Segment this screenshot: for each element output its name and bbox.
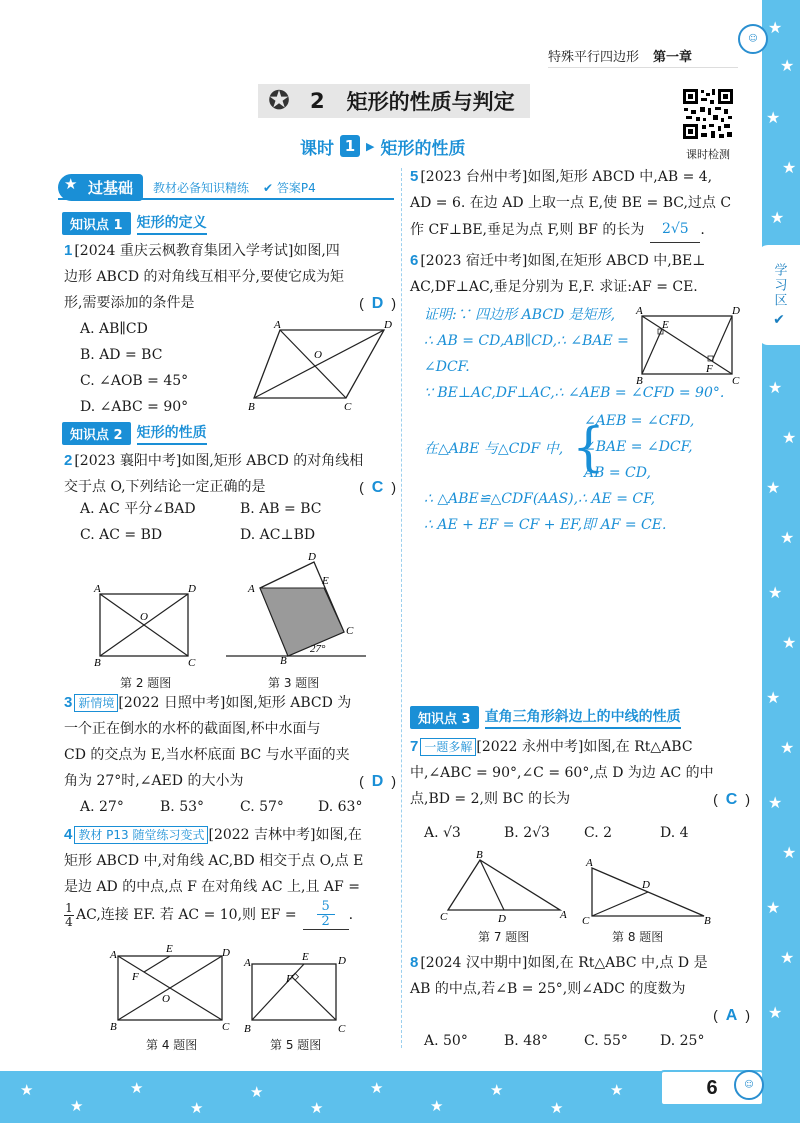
answer-q5: 2√5 bbox=[650, 216, 700, 243]
tag-multi-solution: 一题多解 bbox=[420, 738, 476, 756]
caption-fig5: 第 5 题图 bbox=[270, 1038, 322, 1052]
svg-text:A: A bbox=[274, 319, 281, 331]
chapter-name: 特殊平行四边形 bbox=[548, 50, 640, 65]
svg-text:F: F bbox=[132, 971, 139, 983]
q1-option-c: C. ∠AOB = 45° bbox=[80, 373, 189, 389]
q8-option-d: D. 25° bbox=[660, 1033, 705, 1049]
section-subtitle: 教材必备知识精练 bbox=[153, 180, 250, 195]
caption-fig2: 第 2 题图 bbox=[120, 676, 172, 690]
svg-text:D: D bbox=[642, 879, 650, 891]
q8-option-b: B. 48° bbox=[504, 1033, 549, 1049]
svg-text:O: O bbox=[140, 611, 148, 623]
svg-text:C: C bbox=[222, 1021, 230, 1033]
lesson-title: 课时 1 ▶ 矩形的性质 bbox=[300, 133, 465, 159]
q3-option-b: B. 53° bbox=[160, 799, 205, 815]
figure-q3-tilted-cup bbox=[226, 548, 366, 664]
svg-text:D: D bbox=[498, 913, 506, 924]
tag-new-context: 新情境 bbox=[74, 694, 118, 712]
q2-option-a: A. AC 平分∠BAD bbox=[80, 501, 196, 517]
svg-text:C: C bbox=[346, 625, 354, 637]
page-number: 6 bbox=[660, 1070, 764, 1106]
svg-text:D: D bbox=[188, 583, 196, 595]
figure-q1-parallelogram bbox=[240, 318, 396, 414]
side-tab-study-area[interactable]: 学习区 ✔ bbox=[758, 245, 800, 345]
caption-fig8: 第 8 题图 bbox=[612, 930, 664, 944]
answer-q7: ( C ) bbox=[713, 791, 750, 808]
svg-text:O: O bbox=[162, 993, 170, 1005]
svg-text:D: D bbox=[308, 551, 316, 563]
mascot-icon: ☺ bbox=[734, 1070, 764, 1100]
caption-fig7: 第 7 题图 bbox=[478, 930, 530, 944]
svg-text:E: E bbox=[662, 319, 669, 331]
caption-fig4: 第 4 题图 bbox=[146, 1038, 198, 1052]
qr-code[interactable] bbox=[682, 88, 734, 140]
svg-text:B: B bbox=[636, 375, 643, 386]
answer-q2: ( C ) bbox=[359, 479, 396, 496]
proof-q6: 证明:∵ 四边形 ABCD 是矩形, ∴ AB = CD,AB∥CD,∴ ∠BAE = ∠DCF. bbox=[424, 307, 629, 375]
knowledge-point-1: 知识点 1 矩形的定义 bbox=[62, 212, 207, 234]
svg-text:C: C bbox=[188, 657, 196, 668]
svg-text:B: B bbox=[244, 1023, 251, 1034]
proof-q6-system: 在△ABE 与△CDF 中, { ∠AEB = ∠CFD, ∠BAE = ∠DCF, AB = CD, bbox=[424, 413, 695, 481]
q1-option-b: B. AD = BC bbox=[80, 347, 163, 363]
svg-text:C: C bbox=[732, 375, 740, 386]
qr-label: 课时检测 bbox=[686, 148, 730, 161]
caption-fig3: 第 3 题图 bbox=[268, 676, 320, 690]
figure-q2-rectangle bbox=[90, 582, 202, 668]
svg-text:D: D bbox=[384, 319, 392, 331]
svg-text:A: A bbox=[636, 305, 643, 317]
column-divider bbox=[401, 168, 402, 1048]
lesson-name: 矩形的性质 bbox=[380, 138, 466, 159]
svg-text:B: B bbox=[110, 1021, 117, 1033]
answer-q4: $\frac{5}{2}$ bbox=[303, 900, 349, 930]
svg-text:C: C bbox=[344, 401, 352, 413]
question-6: 6 [2023 宿迁中考]如图,在矩形 ABCD 中,BE⊥ AC,DF⊥AC,垂足分别为 E,F. 求证:AF = CE. bbox=[410, 252, 706, 295]
answer-reference: ✔ 答案P4 bbox=[263, 180, 316, 195]
q3-option-a: A. 27° bbox=[80, 799, 124, 815]
svg-text:B: B bbox=[476, 849, 483, 861]
figure-q6-rectangle bbox=[632, 300, 744, 386]
svg-text:B: B bbox=[704, 915, 711, 926]
question-2: 2 [2023 襄阳中考]如图,矩形 ABCD 的对角线相 交于点 O,下列结论一定正确的是 ( C ) bbox=[64, 448, 396, 501]
answer-q3: ( D ) bbox=[359, 773, 396, 790]
figure-q5-rectangle bbox=[242, 950, 352, 1034]
brace: { bbox=[572, 418, 606, 478]
running-header bbox=[548, 44, 738, 68]
proof-q6-end: ∴ △ABE≌△CDF(AAS),∴ AE = CF, ∴ AE + EF = CF + EF,即 AF = CE. bbox=[424, 491, 667, 533]
bottom-star-strip: ★ ★ ★ ★ ★ ★ ★ ★ ★ ★ ★ bbox=[0, 1071, 800, 1123]
triangle-icon: ▶ bbox=[366, 139, 375, 153]
svg-text:E: E bbox=[322, 575, 329, 587]
svg-text:A: A bbox=[560, 909, 567, 921]
title-text: 矩形的性质与判定 bbox=[346, 90, 515, 114]
figure-q8-triangle bbox=[580, 854, 714, 926]
svg-text:E: E bbox=[302, 951, 309, 963]
question-1: 1 [2024 重庆云枫教育集团入学考试]如图,四 边形 ABCD 的对角线互相平分,要使它成为矩 形,需要添加的条件是 ( D ) bbox=[64, 238, 396, 317]
svg-text:A: A bbox=[94, 583, 101, 595]
badge-icon: ★ bbox=[64, 174, 78, 193]
q2-option-c: C. AC = BD bbox=[80, 527, 163, 543]
svg-text:B: B bbox=[248, 401, 255, 413]
title-number: 2 bbox=[310, 89, 325, 113]
svg-text:O: O bbox=[314, 349, 322, 361]
svg-text:D: D bbox=[338, 955, 346, 967]
q1-option-a: A. AB∥CD bbox=[80, 321, 148, 337]
question-7: 7 一题多解 [2022 永州中考]如图,在 Rt△ABC 中,∠ABC = 90°,∠C = 60°,点 D 为边 AC 的中 点,BD = 2,则 BC 的长为 ( C ) bbox=[410, 734, 750, 813]
svg-text:C: C bbox=[338, 1023, 346, 1034]
q3-option-c: C. 57° bbox=[240, 799, 284, 815]
question-8: 8 [2024 汉中期中]如图,在 Rt△ABC 中,点 D 是 AB 的中点,若∠B = 25°,则∠ADC 的度数为 ( A ) bbox=[410, 954, 750, 1024]
svg-text:A: A bbox=[244, 957, 251, 969]
q7-option-b: B. 2√3 bbox=[504, 825, 550, 841]
q2-option-d: D. AC⊥BD bbox=[240, 527, 316, 543]
svg-text:D: D bbox=[222, 947, 230, 959]
side-star-strip: ★ ★ ★ ★ ★ ★ ★ ★ ★ ★ ★ ★ ★ ★ ★ ★ ★ ★ bbox=[762, 0, 800, 1123]
svg-text:A: A bbox=[586, 857, 593, 869]
q3-option-d: D. 63° bbox=[318, 799, 363, 815]
svg-text:A: A bbox=[248, 583, 255, 595]
fraction-1-4: 1 4 bbox=[65, 900, 73, 929]
lesson-number: 1 bbox=[340, 135, 360, 157]
q1-option-d: D. ∠ABC = 90° bbox=[80, 399, 189, 415]
svg-text:A: A bbox=[110, 949, 117, 961]
question-3: 3 新情境 [2022 日照中考]如图,矩形 ABCD 为 一个正在倒水的水杯的截面图,杯中水面与 CD 的交点为 E,当水杯底面 BC 与水平面的夹 角为 27°时,∠AED 的大小为 ( D ) bbox=[64, 690, 396, 795]
section-badge: ★ 过基础 bbox=[58, 174, 143, 201]
q2-option-b: B. AB = BC bbox=[240, 501, 322, 517]
svg-text:27°: 27° bbox=[310, 643, 326, 655]
figure-q7-triangle bbox=[436, 848, 570, 924]
svg-text:F: F bbox=[286, 973, 293, 985]
knowledge-point-2: 知识点 2 矩形的性质 bbox=[62, 422, 207, 444]
svg-text:E: E bbox=[166, 943, 173, 955]
answer-q8: ( A ) bbox=[713, 1007, 750, 1024]
mascot-icon: ☺ bbox=[738, 24, 768, 54]
svg-text:D: D bbox=[732, 305, 740, 317]
svg-text:C: C bbox=[582, 915, 590, 926]
check-icon: ✔ bbox=[773, 311, 785, 328]
section-header bbox=[58, 172, 394, 202]
svg-text:B: B bbox=[280, 655, 287, 664]
knowledge-point-3: 知识点 3 直角三角形斜边上的中线的性质 bbox=[410, 706, 681, 728]
q8-option-c: C. 55° bbox=[584, 1033, 628, 1049]
svg-text:F: F bbox=[706, 363, 713, 375]
chapter-label: 第一章 bbox=[653, 50, 693, 65]
section-title bbox=[258, 84, 530, 118]
answer-q1: ( D ) bbox=[359, 295, 396, 312]
q7-option-c: C. 2 bbox=[584, 825, 613, 841]
q7-option-d: D. 4 bbox=[660, 825, 689, 841]
question-5: 5 [2023 台州中考]如图,矩形 ABCD 中,AB = 4, AD = 6. 在边 AD 上取一点 E,使 BE = BC,过点 C 作 CF⊥BE,垂足为点 F,则 BF 的长为 2√5 . bbox=[410, 164, 750, 243]
proof-q6-cont: ∵ BE⊥AC,DF⊥AC,∴ ∠AEB = ∠CFD = 90°. bbox=[424, 385, 725, 401]
q8-option-a: A. 50° bbox=[424, 1033, 468, 1049]
figure-q4-rectangle bbox=[106, 942, 230, 1034]
svg-text:B: B bbox=[94, 657, 101, 668]
tag-textbook: 教材 P13 随堂练习变式 bbox=[74, 826, 208, 844]
question-4: 4 教材 P13 随堂练习变式 [2022 吉林中考]如图,在 矩形 ABCD 中,对角线 AC,BD 相交于点 O,点 E 是边 AD 的中点,点 F 在对角线 AC 上,且 AF = 1 4 AC,连接 EF. 若 AC = 10,则 EF = $\frac{5}{2}$ . bbox=[64, 826, 364, 929]
svg-text:C: C bbox=[440, 911, 448, 923]
q7-option-a: A. √3 bbox=[424, 825, 461, 841]
star-badge-icon: ✪ bbox=[268, 86, 290, 116]
